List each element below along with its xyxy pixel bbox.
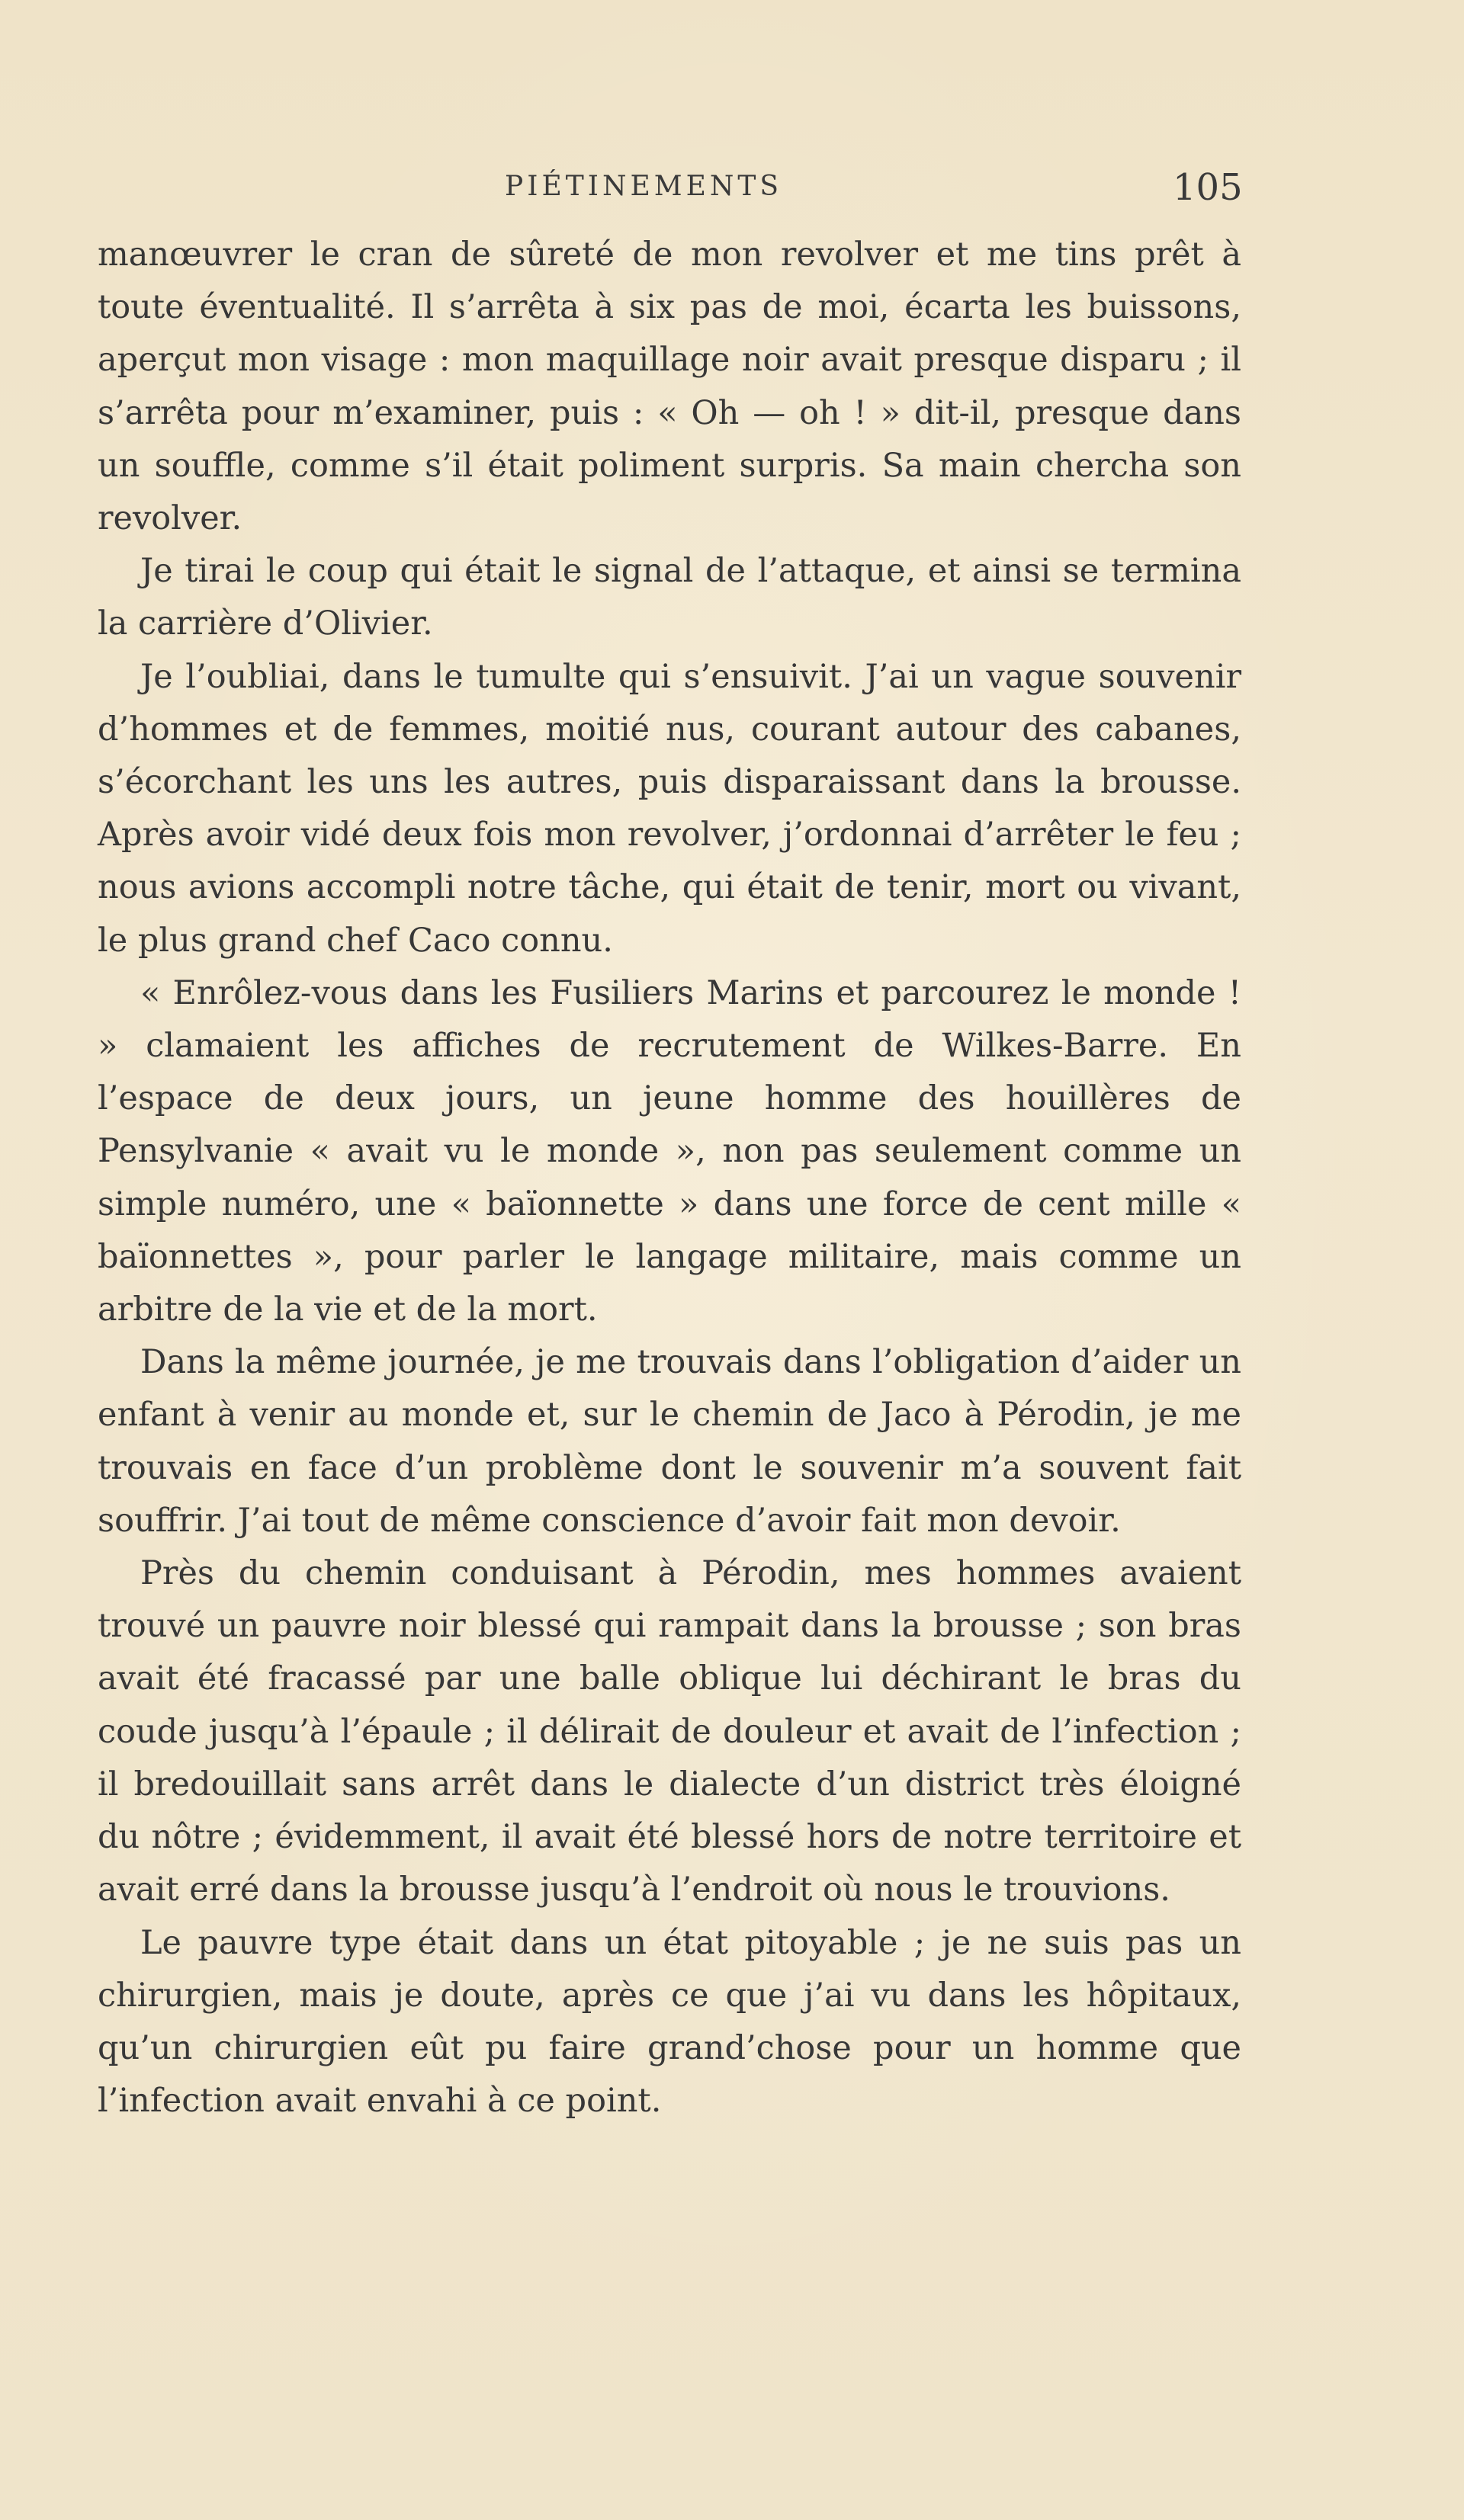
paragraph-1: manœuvrer le cran de sûreté de mon revolver et me tins prêt à toute éventualité. Il s’arrêta à six pas de moi, écarta les buissons, aperçut mon visage : mon maquillage noir avait presque disparu ; il s’arrêta pour m’examiner, puis : « Oh — oh ! » dit-il, presque dans un souffle, comme s’il était poliment surpris. Sa main chercha son revolver. xyxy=(98,236,1241,538)
paragraph-4: « Enrôlez-vous dans les Fusiliers Marins et parcourez le monde ! » clamaient les affiches de recrutement de Wilkes-Barre. En l’espace de deux jours, un jeune homme des houillères de Pensylvanie « avait vu le monde », non pas seulement comme un simple numéro, une « baïonnette » dans une force de cent mille « baïonnettes », pour parler le langage militaire, mais comme un arbitre de la vie et de la mort. xyxy=(98,973,1241,1329)
body-text xyxy=(98,229,1241,2127)
running-title: PIÉTINEMENTS xyxy=(505,171,783,202)
running-head xyxy=(0,166,1464,212)
paragraph-2: Je tirai le coup qui était le signal de l’attaque, et ainsi se termina la carrière d’Olivier. xyxy=(98,552,1241,643)
paragraph-5: Dans la même journée, je me trouvais dans l’obligation d’aider un enfant à venir au monde et, sur le chemin de Jaco à Pérodin, je me trouvais en face d’un problème dont le souvenir m’a souvent fait souffrir. J’ai tout de même conscience d’avoir fait mon devoir. xyxy=(98,1343,1241,1540)
paragraph-6: Près du chemin conduisant à Pérodin, mes hommes avaient trouvé un pauvre noir blessé qui rampait dans la brousse ; son bras avait été fracassé par une balle oblique lui déchirant le bras du coude jusqu’à l’épaule ; il délirait de douleur et avait de l’infection ; il bredouillait sans arrêt dans le dialecte d’un district très éloigné du nôtre ; évidemment, il avait été blessé hors de notre territoire et avait erré dans la brousse jusqu’à l’endroit où nous le trouvions. xyxy=(98,1554,1241,1909)
paragraph-7: Le pauvre type était dans un état pitoyable ; je ne suis pas un chirurgien, mais je doute, après ce que j’ai vu dans les hôpitaux, qu’un chirurgien eût pu faire grand’chose pour un homme que l’infection avait envahi à ce point. xyxy=(98,1923,1241,2121)
page-number: 105 xyxy=(1173,166,1243,209)
paragraph-3: Je l’oubliai, dans le tumulte qui s’ensuivit. J’ai un vague souvenir d’hommes et de femmes, moitié nus, courant autour des cabanes, s’écorchant les uns les autres, puis disparaissant dans la brousse. Après avoir vidé deux fois mon revolver, j’ordonnai d’arrêter le feu ; nous avions accompli notre tâche, qui était de tenir, mort ou vivant, le plus grand chef Caco connu. xyxy=(98,657,1241,960)
